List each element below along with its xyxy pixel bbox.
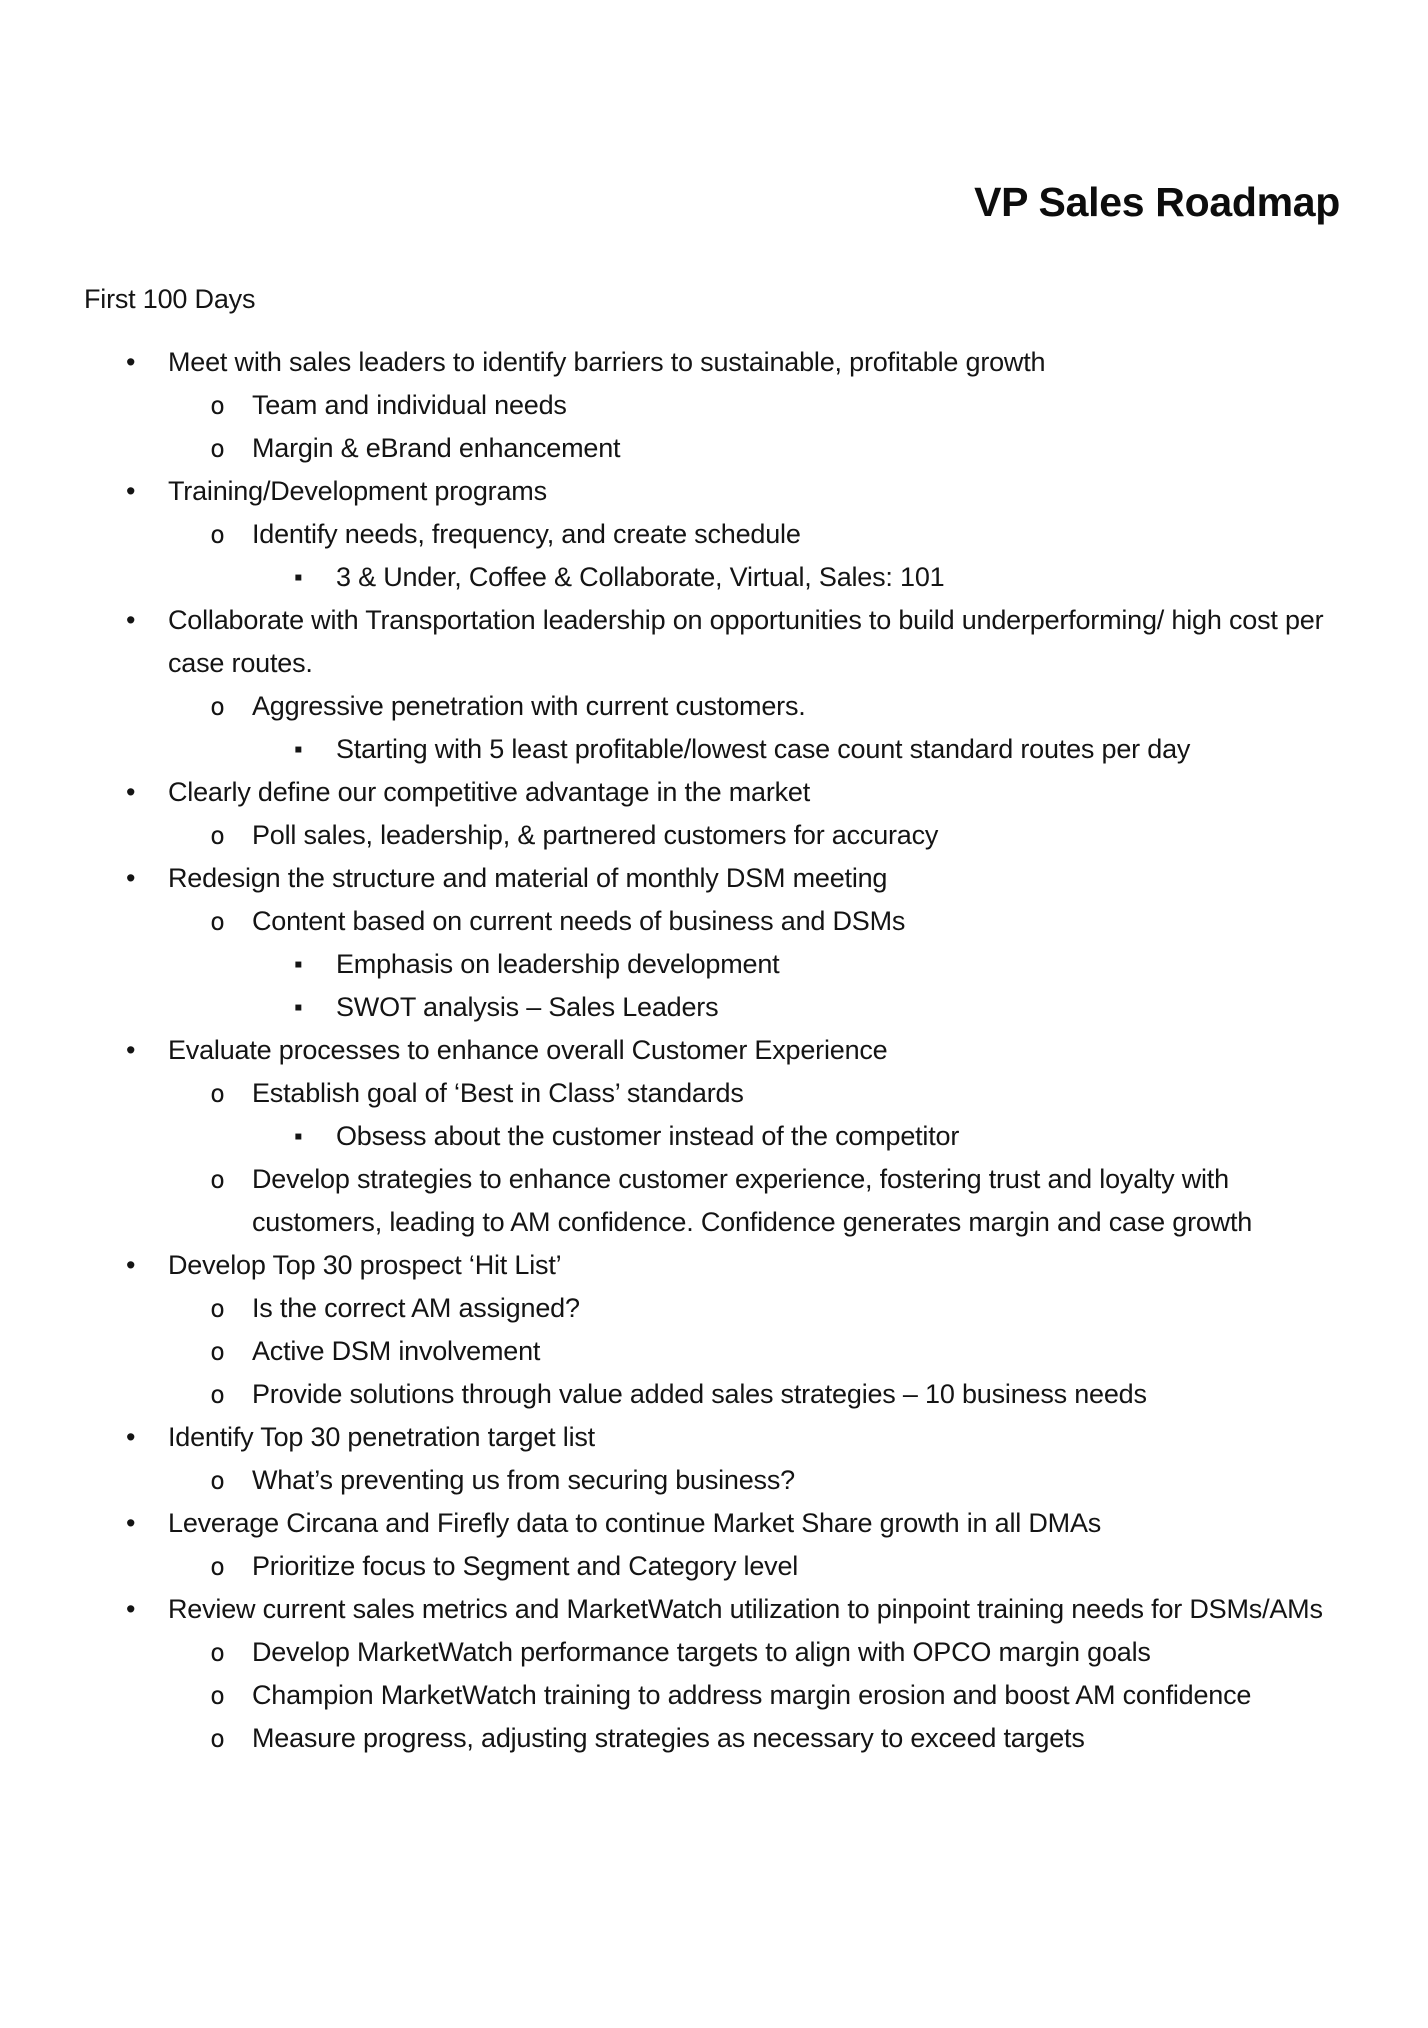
list-item-text: Measure progress, adjusting strategies as necessary to exceed targets xyxy=(252,1723,1085,1753)
bullet-circle-icon: o xyxy=(210,821,225,850)
list-item-text: Training/Development programs xyxy=(168,476,547,506)
bullet-square-icon: ▪ xyxy=(294,736,303,763)
list-item-text: Identify needs, frequency, and create schedule xyxy=(252,519,801,549)
list-item xyxy=(84,1502,1340,1545)
bullet-circle-icon: o xyxy=(210,1165,225,1194)
bullet-dot-icon: • xyxy=(126,1035,136,1065)
list-item-text: Identify Top 30 penetration target list xyxy=(168,1422,595,1452)
bullet-dot-icon: • xyxy=(126,1422,136,1452)
list-item-text: Develop MarketWatch performance targets to align with OPCO margin goals xyxy=(252,1637,1151,1667)
list-item xyxy=(84,857,1340,900)
list-item-text: 3 & Under, Coffee & Collaborate, Virtual, Sales: 101 xyxy=(336,562,945,592)
bullet-circle-icon: o xyxy=(210,1380,225,1409)
list-item-text: Active DSM involvement xyxy=(252,1336,541,1366)
section-heading: First 100 Days xyxy=(84,284,256,314)
list-item xyxy=(84,1416,1340,1459)
list-item-text: Is the correct AM assigned? xyxy=(252,1293,580,1323)
list-item xyxy=(84,1244,1340,1287)
bullet-circle-icon: o xyxy=(210,1638,225,1667)
list-item xyxy=(84,427,1340,470)
bullet-circle-icon: o xyxy=(210,1079,225,1108)
bullet-circle-icon: o xyxy=(210,1337,225,1366)
list-item xyxy=(84,1459,1340,1502)
bullet-dot-icon: • xyxy=(126,1508,136,1538)
list-item xyxy=(84,943,1340,986)
bullet-circle-icon: o xyxy=(210,391,225,420)
list-item-text: What’s preventing us from securing business? xyxy=(252,1465,795,1495)
bullet-dot-icon: • xyxy=(126,476,136,506)
list-item-text: Poll sales, leadership, & partnered customers for accuracy xyxy=(252,820,939,850)
list-item xyxy=(84,1287,1340,1330)
bullet-square-icon: ▪ xyxy=(294,1123,303,1150)
list-item-text: Champion MarketWatch training to address margin erosion and boost AM confidence xyxy=(252,1680,1252,1710)
list-item-text: Obsess about the customer instead of the competitor xyxy=(336,1121,960,1151)
list-item-text: Provide solutions through value added sales strategies – 10 business needs xyxy=(252,1379,1147,1409)
bullet-circle-icon: o xyxy=(210,692,225,721)
list-item xyxy=(84,341,1340,384)
list-item-text: Starting with 5 least profitable/lowest case count standard routes per day xyxy=(336,734,1191,764)
list-item xyxy=(84,599,1340,685)
list-item-text: Content based on current needs of business and DSMs xyxy=(252,906,906,936)
bullet-square-icon: ▪ xyxy=(294,564,303,591)
list-item-text: Develop strategies to enhance customer experience, fostering trust and loyalty with customers, leading to AM confidence. Confidence generates margin and case growth xyxy=(252,1164,1253,1237)
list-item xyxy=(84,1674,1340,1717)
bullet-square-icon: ▪ xyxy=(294,951,303,978)
bullet-circle-icon: o xyxy=(210,434,225,463)
list-item-text: Leverage Circana and Firefly data to continue Market Share growth in all DMAs xyxy=(168,1508,1102,1538)
list-item-text: Emphasis on leadership development xyxy=(336,949,780,979)
bullet-dot-icon: • xyxy=(126,605,136,635)
list-item-text: Evaluate processes to enhance overall Customer Experience xyxy=(168,1035,888,1065)
list-item xyxy=(84,728,1340,771)
list-item xyxy=(84,1330,1340,1373)
list-item-text: Clearly define our competitive advantage in the market xyxy=(168,777,811,807)
bullet-dot-icon: • xyxy=(126,347,136,377)
bullet-circle-icon: o xyxy=(210,1724,225,1753)
list-item-text: Aggressive penetration with current customers. xyxy=(252,691,806,721)
bullet-dot-icon: • xyxy=(126,1250,136,1280)
list-item-text: Prioritize focus to Segment and Category level xyxy=(252,1551,799,1581)
list-item-text: Establish goal of ‘Best in Class’ standards xyxy=(252,1078,744,1108)
list-item xyxy=(84,513,1340,556)
list-item xyxy=(84,1158,1340,1244)
list-item xyxy=(84,556,1340,599)
list-item-text: Redesign the structure and material of monthly DSM meeting xyxy=(168,863,888,893)
list-item xyxy=(84,1115,1340,1158)
list-item xyxy=(84,1545,1340,1588)
list-item xyxy=(84,685,1340,728)
list-item-text: Develop Top 30 prospect ‘Hit List’ xyxy=(168,1250,562,1280)
list-item-text: Meet with sales leaders to identify barriers to sustainable, profitable growth xyxy=(168,347,1046,377)
bullet-circle-icon: o xyxy=(210,1466,225,1495)
list-item xyxy=(84,1588,1340,1631)
bullet-dot-icon: • xyxy=(126,1594,136,1624)
list-item xyxy=(84,771,1340,814)
list-item xyxy=(84,1631,1340,1674)
list-item xyxy=(84,470,1340,513)
list-item xyxy=(84,1072,1340,1115)
list-item-text: SWOT analysis – Sales Leaders xyxy=(336,992,719,1022)
bullet-circle-icon: o xyxy=(210,520,225,549)
list-item xyxy=(84,1029,1340,1072)
list-item xyxy=(84,986,1340,1029)
list-item xyxy=(84,900,1340,943)
bullet-dot-icon: • xyxy=(126,777,136,807)
bullet-circle-icon: o xyxy=(210,907,225,936)
list-item-text: Collaborate with Transportation leadership on opportunities to build underperforming/ high cost per case routes. xyxy=(168,605,1324,678)
bullet-circle-icon: o xyxy=(210,1681,225,1710)
list-item xyxy=(84,1717,1340,1760)
bullet-circle-icon: o xyxy=(210,1552,225,1581)
list-item xyxy=(84,814,1340,857)
list-item-text: Review current sales metrics and MarketWatch utilization to pinpoint training needs for DSMs/AMs xyxy=(168,1594,1323,1624)
bullet-dot-icon: • xyxy=(126,863,136,893)
list-item xyxy=(84,384,1340,427)
bullet-square-icon: ▪ xyxy=(294,994,303,1021)
list-item-text: Team and individual needs xyxy=(252,390,567,420)
bullet-circle-icon: o xyxy=(210,1294,225,1323)
list-item xyxy=(84,1373,1340,1416)
bullet-list xyxy=(84,341,1340,1760)
list-item-text: Margin & eBrand enhancement xyxy=(252,433,621,463)
document-title: VP Sales Roadmap xyxy=(974,179,1340,225)
